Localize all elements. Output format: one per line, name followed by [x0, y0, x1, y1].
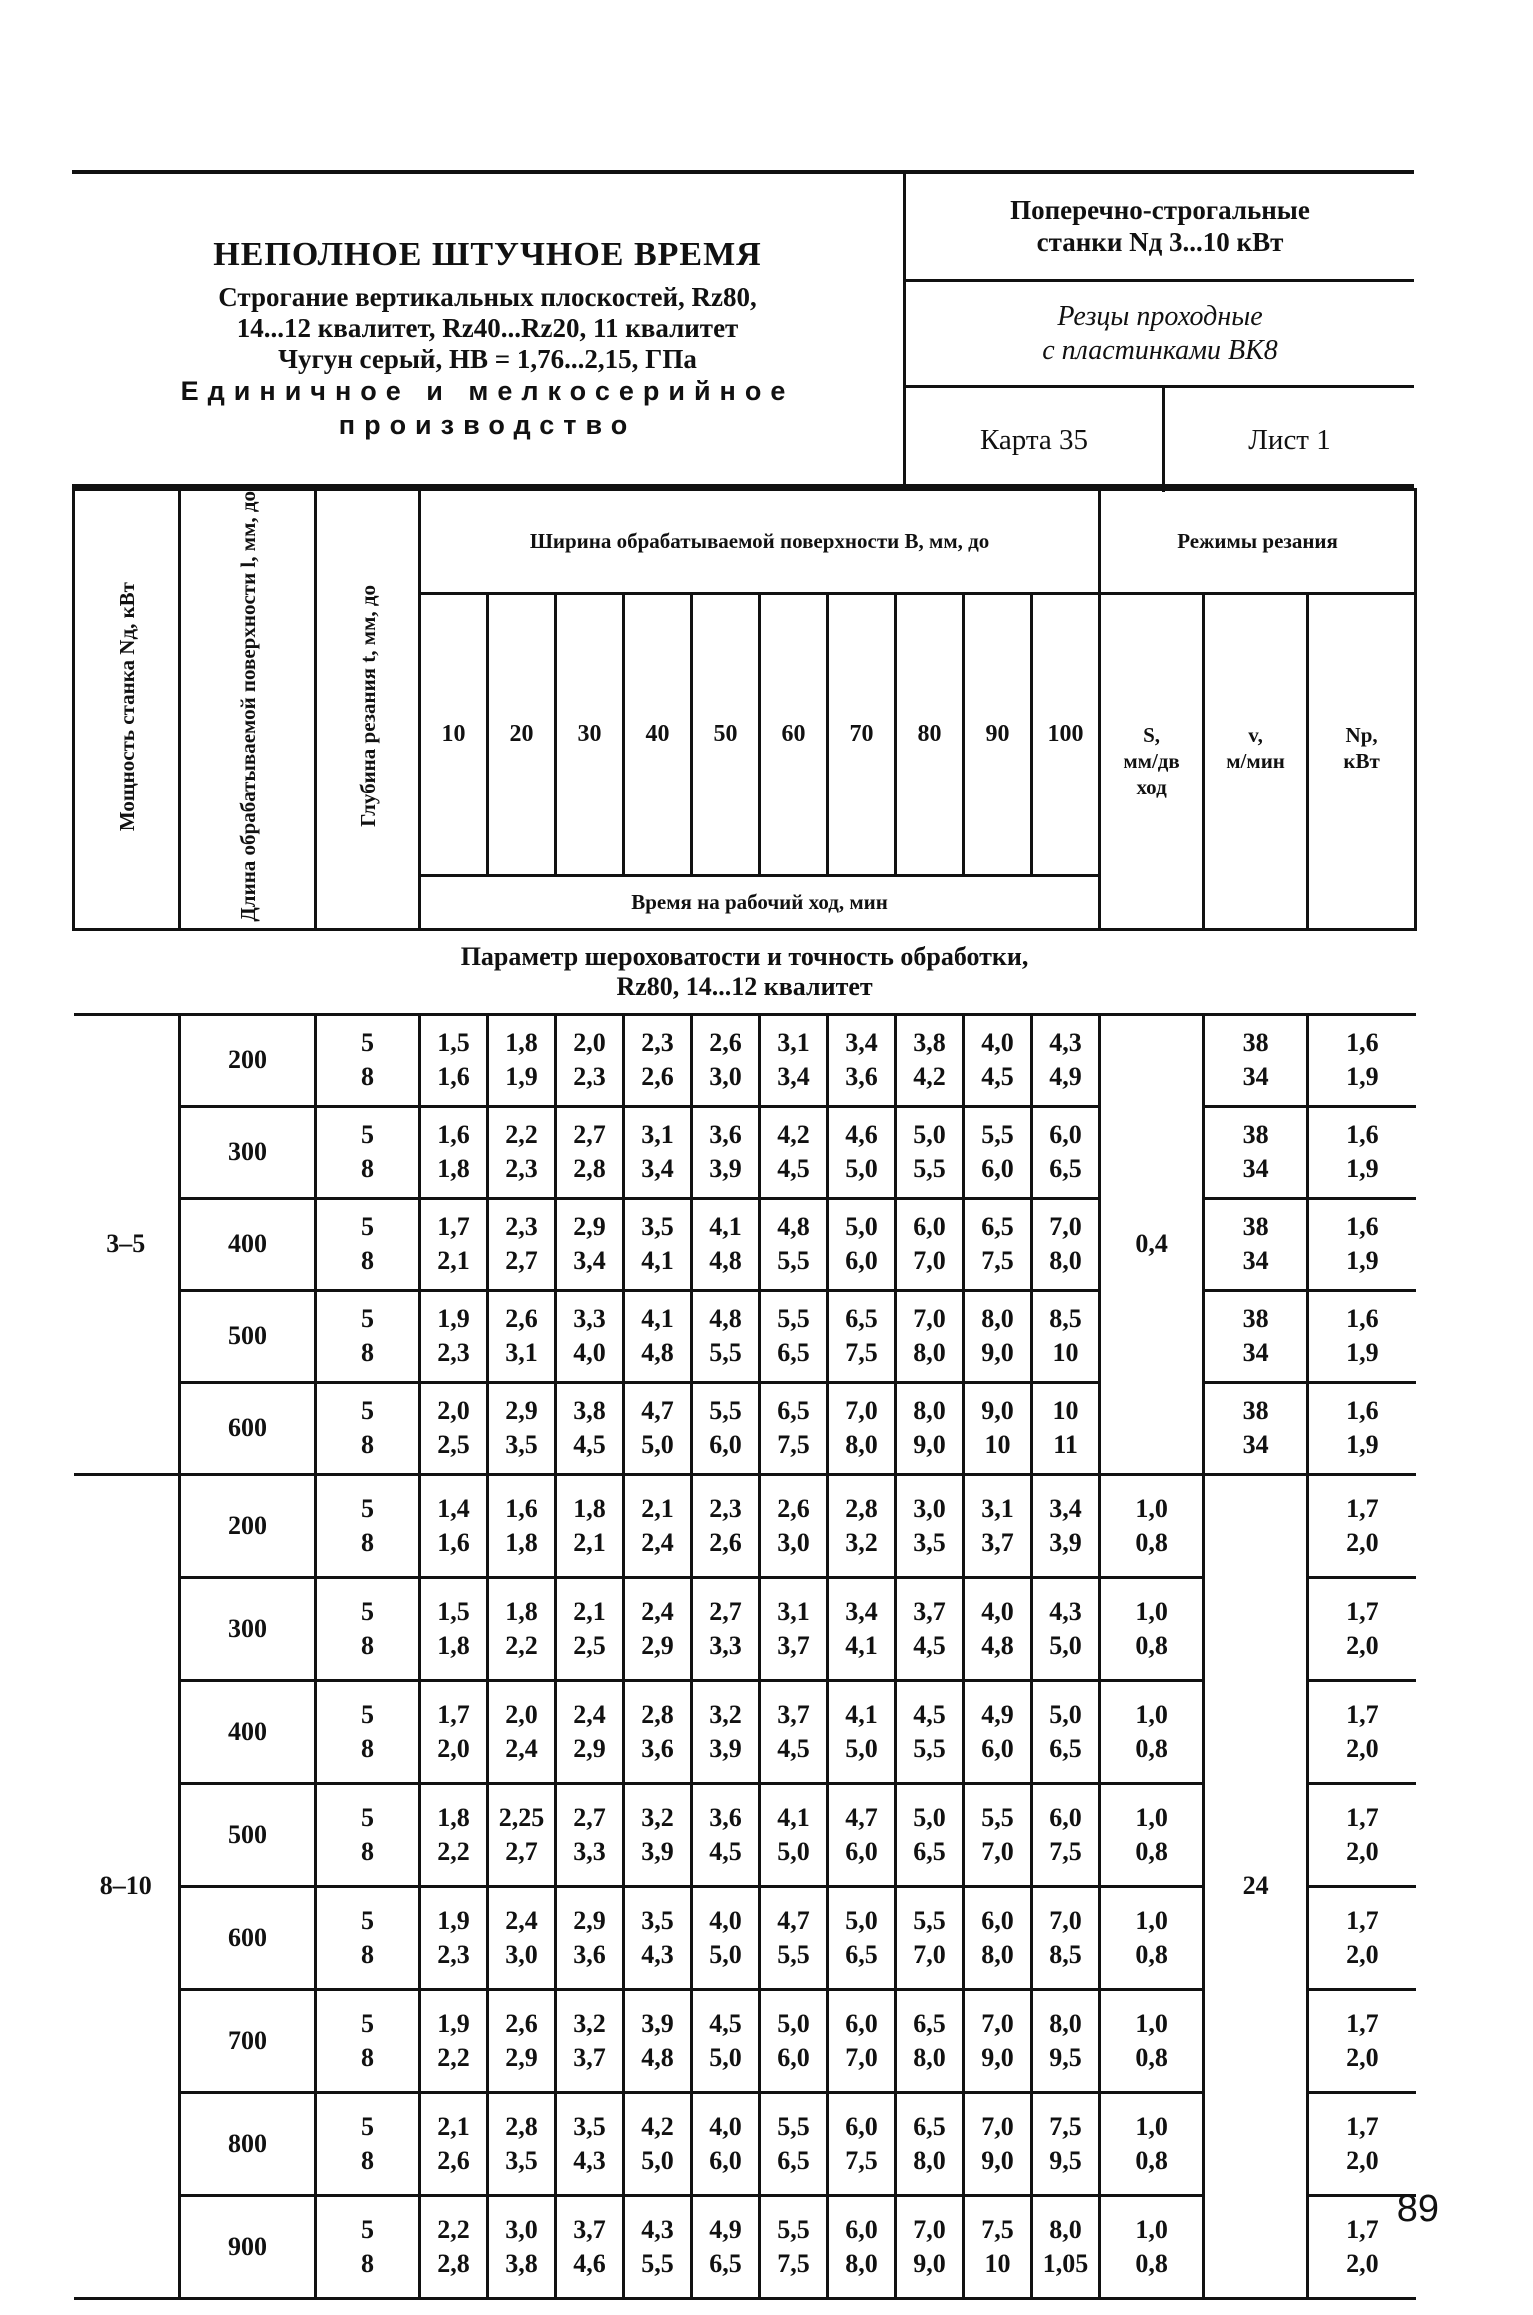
time-cell: 3,7 4,6	[556, 2195, 624, 2298]
time-cell: 2,0 2,4	[488, 1680, 556, 1783]
time-cell: 3,6 4,5	[692, 1783, 760, 1886]
time-cell: 2,8 3,6	[624, 1680, 692, 1783]
time-cell: 2,6 3,0	[760, 1474, 828, 1577]
production-type: Единичное и мелкосерийное производство	[180, 376, 795, 440]
time-cell: 1,4 1,6	[420, 1474, 488, 1577]
time-cell: 2,8 3,2	[828, 1474, 896, 1577]
time-cell: 1,6 1,8	[420, 1106, 488, 1198]
time-cell: 3,4 3,9	[1032, 1474, 1100, 1577]
power-req-cell: 1,7 2,0	[1308, 1474, 1416, 1577]
time-cell: 4,2 5,0	[624, 2092, 692, 2195]
table-row	[74, 1474, 1416, 1577]
time-cell: 4,9 6,5	[692, 2195, 760, 2298]
time-cell: 1,8 2,2	[488, 1577, 556, 1680]
feed-cell: 0,4	[1100, 1014, 1204, 1474]
length-cell: 200	[180, 1474, 316, 1577]
time-cell: 4,7 6,0	[828, 1783, 896, 1886]
time-cell: 3,6 3,9	[692, 1106, 760, 1198]
power-req-cell: 1,7 2,0	[1308, 1577, 1416, 1680]
time-cell: 6,5 7,5	[828, 1290, 896, 1382]
table-body	[74, 1014, 1416, 2298]
width-header: 100	[1032, 594, 1100, 876]
power-req-cell: 1,7 2,0	[1308, 2195, 1416, 2298]
depth-cell: 5 8	[316, 1474, 420, 1577]
time-cell: 4,8 5,5	[692, 1290, 760, 1382]
width-header: 30	[556, 594, 624, 876]
length-cell: 300	[180, 1577, 316, 1680]
depth-cell: 5 8	[316, 1680, 420, 1783]
time-cell: 1,5 1,8	[420, 1577, 488, 1680]
time-cell: 7,0 8,0	[828, 1382, 896, 1474]
time-cell: 2,1 2,5	[556, 1577, 624, 1680]
time-cell: 5,5 7,0	[896, 1886, 964, 1989]
time-cell: 2,3 2,6	[624, 1014, 692, 1106]
power-req-cell: 1,7 2,0	[1308, 1783, 1416, 1886]
page-number: 89	[1396, 2188, 1439, 2230]
time-cell: 3,8 4,2	[896, 1014, 964, 1106]
length-cell: 200	[180, 1014, 316, 1106]
speed-cell: 38 34	[1204, 1198, 1308, 1290]
time-cell: 4,1 4,8	[624, 1290, 692, 1382]
length-cell: 700	[180, 1989, 316, 2092]
width-header: 20	[488, 594, 556, 876]
time-cell: 6,0 8,0	[828, 2195, 896, 2298]
depth-cell: 5 8	[316, 1886, 420, 1989]
depth-cell: 5 8	[316, 1577, 420, 1680]
tool-type: Резцы проходные с пластинками ВК8	[906, 282, 1414, 388]
time-cell: 4,7 5,5	[760, 1886, 828, 1989]
length-cell: 500	[180, 1783, 316, 1886]
power-req-cell: 1,6 1,9	[1308, 1290, 1416, 1382]
header-length: Длина обрабатываемой поверхности l, мм, до	[180, 490, 316, 930]
time-cell: 7,0 9,0	[896, 2195, 964, 2298]
time-cell: 6,5 7,5	[760, 1382, 828, 1474]
power-cell: 8–10	[74, 1474, 180, 2298]
depth-cell: 5 8	[316, 1106, 420, 1198]
time-cell: 3,5 4,1	[624, 1198, 692, 1290]
time-cell: 3,0 3,8	[488, 2195, 556, 2298]
time-cell: 3,0 3,5	[896, 1474, 964, 1577]
table-row	[74, 1382, 1416, 1474]
length-cell: 600	[180, 1886, 316, 1989]
feed-cell: 1,0 0,8	[1100, 1577, 1204, 1680]
time-cell: 3,1 3,7	[964, 1474, 1032, 1577]
time-cell: 5,5 7,0	[964, 1783, 1032, 1886]
time-cell: 5,5 6,0	[692, 1382, 760, 1474]
time-cell: 5,0 6,0	[828, 1198, 896, 1290]
time-cell: 2,6 2,9	[488, 1989, 556, 2092]
time-cell: 5,0 6,0	[760, 1989, 828, 2092]
time-cell: 3,7 4,5	[896, 1577, 964, 1680]
depth-cell: 5 8	[316, 1198, 420, 1290]
feed-cell: 1,0 0,8	[1100, 1886, 1204, 1989]
time-cell: 5,0 5,5	[896, 1106, 964, 1198]
time-cell: 2,3 2,7	[488, 1198, 556, 1290]
width-header: 90	[964, 594, 1032, 876]
time-cell: 6,0 7,5	[1032, 1783, 1100, 1886]
width-header: 40	[624, 594, 692, 876]
depth-cell: 5 8	[316, 2195, 420, 2298]
speed-cell: 38 34	[1204, 1014, 1308, 1106]
time-cell: 5,5 6,5	[760, 1290, 828, 1382]
header-time-label: Время на рабочий ход, мин	[420, 875, 1100, 929]
time-cell: 2,7 3,3	[556, 1783, 624, 1886]
speed-cell: 24	[1204, 1474, 1308, 2298]
time-cell: 5,0 6,5	[1032, 1680, 1100, 1783]
header-power: Мощность станка Nд, кВт	[74, 490, 180, 930]
time-cell: 3,4 3,6	[828, 1014, 896, 1106]
speed-cell: 38 34	[1204, 1290, 1308, 1382]
time-cell: 2,4 3,0	[488, 1886, 556, 1989]
feed-cell: 1,0 0,8	[1100, 1989, 1204, 2092]
time-cell: 4,2 4,5	[760, 1106, 828, 1198]
time-cell: 2,4 2,9	[556, 1680, 624, 1783]
time-cell: 2,0 2,5	[420, 1382, 488, 1474]
table-row	[74, 1290, 1416, 1382]
time-cell: 2,0 2,3	[556, 1014, 624, 1106]
width-header: 70	[828, 594, 896, 876]
time-cell: 7,5 10	[964, 2195, 1032, 2298]
sheet-number: Лист 1	[1248, 424, 1331, 456]
time-cell: 8,0 1,05	[1032, 2195, 1100, 2298]
time-cell: 4,1 4,8	[692, 1198, 760, 1290]
time-cell: 3,4 4,1	[828, 1577, 896, 1680]
time-cell: 5,5 6,0	[964, 1106, 1032, 1198]
depth-cell: 5 8	[316, 1014, 420, 1106]
width-header: 10	[420, 594, 488, 876]
time-cell: 9,0 10	[964, 1382, 1032, 1474]
time-cell: 5,5 6,5	[760, 2092, 828, 2195]
time-cell: 1,7 2,0	[420, 1680, 488, 1783]
feed-cell: 1,0 0,8	[1100, 1680, 1204, 1783]
length-cell: 300	[180, 1106, 316, 1198]
header-info-block	[906, 174, 1414, 484]
time-cell: 1,5 1,6	[420, 1014, 488, 1106]
speed-cell: 38 34	[1204, 1382, 1308, 1474]
power-req-cell: 1,6 1,9	[1308, 1382, 1416, 1474]
length-cell: 500	[180, 1290, 316, 1382]
time-norms-table	[72, 488, 1417, 2300]
time-cell: 2,4 2,9	[624, 1577, 692, 1680]
header-depth: Глубина резания t, мм, до	[316, 490, 420, 930]
time-cell: 4,6 5,0	[828, 1106, 896, 1198]
time-cell: 1,7 2,1	[420, 1198, 488, 1290]
time-cell: 4,0 6,0	[692, 2092, 760, 2195]
time-cell: 3,7 4,5	[760, 1680, 828, 1783]
time-cell: 2,9 3,5	[488, 1382, 556, 1474]
time-cell: 5,0 6,5	[828, 1886, 896, 1989]
time-cell: 4,9 6,0	[964, 1680, 1032, 1783]
time-cell: 2,9 3,6	[556, 1886, 624, 1989]
header-np: Nр, кВт	[1308, 594, 1416, 930]
width-header: 50	[692, 594, 760, 876]
time-cell: 4,0 4,5	[964, 1014, 1032, 1106]
time-cell: 7,5 9,5	[1032, 2092, 1100, 2195]
time-cell: 2,7 3,3	[692, 1577, 760, 1680]
feed-cell: 1,0 0,8	[1100, 1474, 1204, 1577]
page-title: НЕПОЛНОЕ ШТУЧНОЕ ВРЕМЯ	[213, 236, 762, 273]
time-cell: 6,5 8,0	[896, 2092, 964, 2195]
time-cell: 3,1 3,7	[760, 1577, 828, 1680]
time-cell: 4,0 4,8	[964, 1577, 1032, 1680]
header-width: Ширина обрабатываемой поверхности В, мм, до	[420, 490, 1100, 594]
time-cell: 2,25 2,7	[488, 1783, 556, 1886]
time-cell: 2,9 3,4	[556, 1198, 624, 1290]
length-cell: 900	[180, 2195, 316, 2298]
time-cell: 4,3 4,9	[1032, 1014, 1100, 1106]
time-cell: 1,9 2,3	[420, 1886, 488, 1989]
time-cell: 6,0 6,5	[1032, 1106, 1100, 1198]
depth-cell: 5 8	[316, 1382, 420, 1474]
time-cell: 8,5 10	[1032, 1290, 1100, 1382]
time-cell: 3,9 4,8	[624, 1989, 692, 2092]
time-cell: 3,3 4,0	[556, 1290, 624, 1382]
time-cell: 1,8 2,1	[556, 1474, 624, 1577]
power-req-cell: 1,7 2,0	[1308, 1989, 1416, 2092]
depth-cell: 5 8	[316, 1783, 420, 1886]
width-header: 60	[760, 594, 828, 876]
feed-cell: 1,0 0,8	[1100, 2195, 1204, 2298]
time-cell: 6,5 8,0	[896, 1989, 964, 2092]
time-cell: 2,1 2,6	[420, 2092, 488, 2195]
time-cell: 3,1 3,4	[760, 1014, 828, 1106]
time-cell: 2,7 2,8	[556, 1106, 624, 1198]
time-cell: 4,5 5,5	[896, 1680, 964, 1783]
time-cell: 4,3 5,5	[624, 2195, 692, 2298]
time-cell: 6,0 7,0	[896, 1198, 964, 1290]
header-v: v, м/мин	[1204, 594, 1308, 930]
depth-cell: 5 8	[316, 2092, 420, 2195]
card-number: Карта 35	[906, 388, 1165, 492]
time-cell: 2,1 2,4	[624, 1474, 692, 1577]
time-cell: 6,0 8,0	[964, 1886, 1032, 1989]
time-cell: 7,0 8,5	[1032, 1886, 1100, 1989]
time-cell: 8,0 9,0	[964, 1290, 1032, 1382]
parameter-heading: Параметр шероховатости и точность обработки, Rz80, 14...12 квалитет	[74, 929, 1416, 1014]
time-cell: 4,0 5,0	[692, 1886, 760, 1989]
table-row	[74, 1198, 1416, 1290]
length-cell: 600	[180, 1382, 316, 1474]
table-row	[74, 1014, 1416, 1106]
length-cell: 400	[180, 1198, 316, 1290]
time-cell: 1,9 2,3	[420, 1290, 488, 1382]
time-cell: 2,6 3,1	[488, 1290, 556, 1382]
power-req-cell: 1,6 1,9	[1308, 1106, 1416, 1198]
time-cell: 3,8 4,5	[556, 1382, 624, 1474]
time-cell: 3,2 3,9	[692, 1680, 760, 1783]
time-cell: 4,1 5,0	[760, 1783, 828, 1886]
header-s: S, мм/дв ход	[1100, 594, 1204, 930]
power-req-cell: 1,7 2,0	[1308, 2092, 1416, 2195]
length-cell: 400	[180, 1680, 316, 1783]
power-req-cell: 1,7 2,0	[1308, 1886, 1416, 1989]
card-header	[72, 170, 1414, 488]
time-cell: 2,2 2,8	[420, 2195, 488, 2298]
time-cell: 4,8 5,5	[760, 1198, 828, 1290]
time-cell: 2,6 3,0	[692, 1014, 760, 1106]
time-cell: 4,3 5,0	[1032, 1577, 1100, 1680]
width-header: 80	[896, 594, 964, 876]
power-req-cell: 1,7 2,0	[1308, 1680, 1416, 1783]
time-cell: 7,0 9,0	[964, 2092, 1032, 2195]
time-cell: 3,5 4,3	[556, 2092, 624, 2195]
time-cell: 5,0 6,5	[896, 1783, 964, 1886]
length-cell: 800	[180, 2092, 316, 2195]
time-cell: 7,0 8,0	[1032, 1198, 1100, 1290]
time-cell: 4,1 5,0	[828, 1680, 896, 1783]
time-cell: 7,0 8,0	[896, 1290, 964, 1382]
power-req-cell: 1,6 1,9	[1308, 1014, 1416, 1106]
time-cell: 4,5 5,0	[692, 1989, 760, 2092]
operation-description: Строгание вертикальных плоскостей, Rz80, 14...12 квалитет, Rz40...Rz20, 11 квалитет Чугун серый, НВ = 1,76...2,15, ГПа	[218, 282, 757, 374]
power-cell: 3–5	[74, 1014, 180, 1474]
time-cell: 2,8 3,5	[488, 2092, 556, 2195]
time-cell: 1,8 1,9	[488, 1014, 556, 1106]
time-cell: 3,5 4,3	[624, 1886, 692, 1989]
time-cell: 1,8 2,2	[420, 1783, 488, 1886]
time-cell: 8,0 9,0	[896, 1382, 964, 1474]
time-cell: 2,3 2,6	[692, 1474, 760, 1577]
time-cell: 3,1 3,4	[624, 1106, 692, 1198]
time-cell: 10 11	[1032, 1382, 1100, 1474]
time-cell: 3,2 3,9	[624, 1783, 692, 1886]
header-title-block	[72, 174, 906, 484]
table-row	[74, 1106, 1416, 1198]
machine-type: Поперечно-строгальные станки Nд 3...10 кВт	[906, 174, 1414, 282]
time-cell: 7,0 9,0	[964, 1989, 1032, 2092]
time-cell: 6,0 7,0	[828, 1989, 896, 2092]
speed-cell: 38 34	[1204, 1106, 1308, 1198]
time-cell: 6,5 7,5	[964, 1198, 1032, 1290]
depth-cell: 5 8	[316, 1290, 420, 1382]
time-cell: 8,0 9,5	[1032, 1989, 1100, 2092]
time-cell: 3,2 3,7	[556, 1989, 624, 2092]
time-cell: 2,2 2,3	[488, 1106, 556, 1198]
time-cell: 5,5 7,5	[760, 2195, 828, 2298]
depth-cell: 5 8	[316, 1989, 420, 2092]
time-cell: 6,0 7,5	[828, 2092, 896, 2195]
power-req-cell: 1,6 1,9	[1308, 1198, 1416, 1290]
time-cell: 1,9 2,2	[420, 1989, 488, 2092]
feed-cell: 1,0 0,8	[1100, 2092, 1204, 2195]
header-modes: Режимы резания	[1100, 490, 1416, 594]
feed-cell: 1,0 0,8	[1100, 1783, 1204, 1886]
time-cell: 1,6 1,8	[488, 1474, 556, 1577]
time-cell: 4,7 5,0	[624, 1382, 692, 1474]
